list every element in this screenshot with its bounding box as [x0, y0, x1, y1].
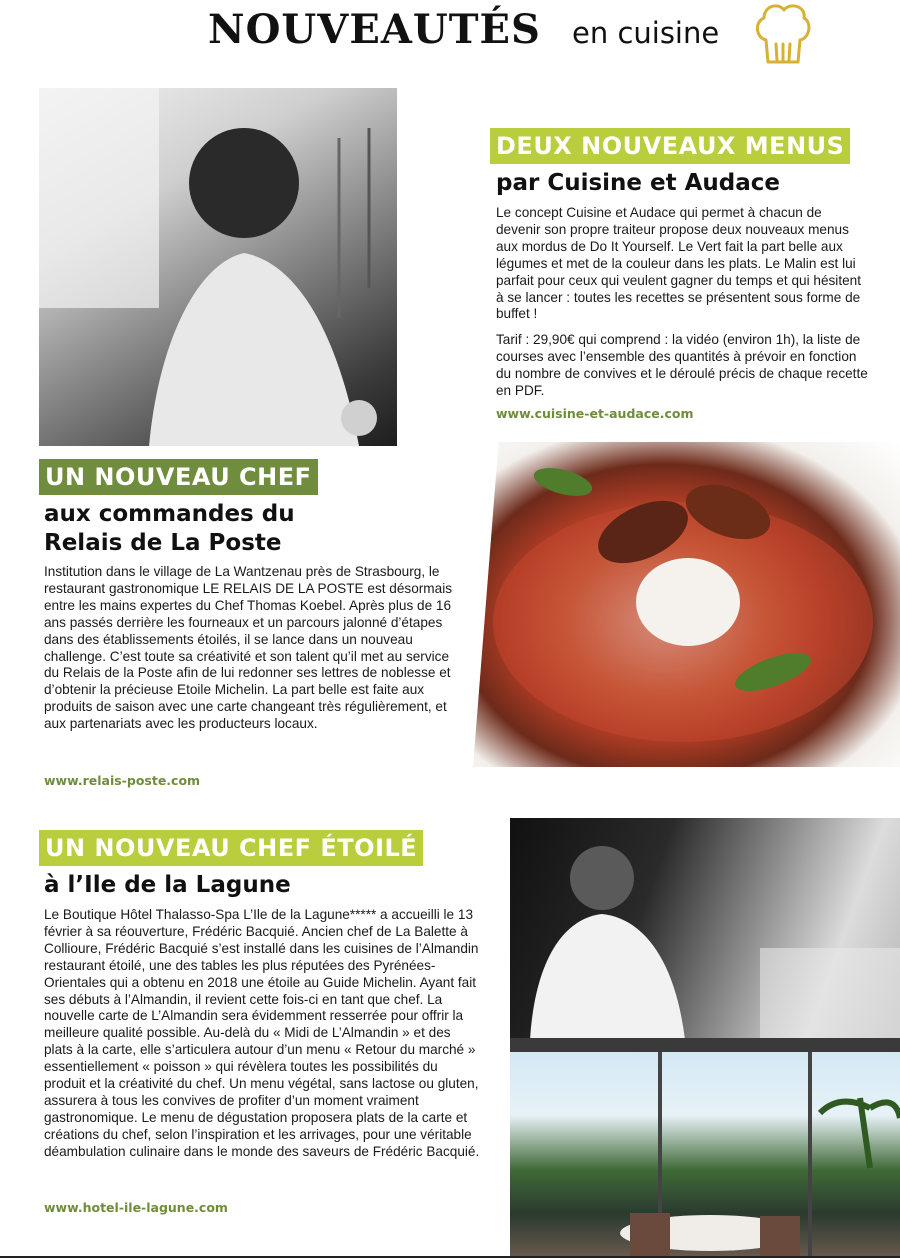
section-subtitle-menus: par Cuisine et Audace — [496, 170, 781, 196]
section-subtitle-star-chef: à l’Ile de la Lagune — [44, 872, 291, 898]
menus-paragraph-2: Tarif : 29,90€ qui comprend : la vidéo (environ 1h), la liste de courses avec l’ensemble des quantités à prévoir en fonction du nombre de convives et le déroulé précis de chaque recette en PDF. — [496, 332, 868, 399]
section-label-star-chef: UN NOUVEAU CHEF ÉTOILÉ — [39, 830, 423, 866]
chef-paragraph: Institution dans le village de La Wantzenau près de Strasbourg, le restaurant gastronomique LE RELAIS DE LA POSTE est désormais entre les mains expertes du Chef Thomas Koebel. Après plus de 16 ans passés derrière les fourneaux et un parcours jalonné d’étapes dans des établissements étoilés, il se lance dans un nouveau challenge. C’est toute sa créativité et son talent qu’il met au service du Relais de la Poste afin de lui redonner ses lettres de noblesse et d’obtenir la précieuse Etoile Michelin. La part belle est faite aux produits de saison avec une carte changeant très régulièrement, et aux partenariats avec les producteurs locaux. — [44, 564, 453, 732]
menus-paragraph-1: Le concept Cuisine et Audace qui permet à chacun de devenir son propre traiteur propose deux nouveaux menus aux mordus de Do It Yourself. Le Vert fait la part belle aux légumes et met de la couleur dans les plats. Le Malin est lui parfait pour ceux qui veulent gagner du temps et qui hésitent à se lancer : toutes les recettes se présentent sous forme de buffet ! — [496, 205, 862, 322]
chef-hat-icon — [752, 0, 812, 68]
section-body-star-chef — [44, 907, 480, 1170]
page-subtitle: en cuisine — [572, 16, 720, 50]
link-hotel-ile-lagune[interactable]: www.hotel-ile-lagune.com — [44, 1200, 228, 1215]
section-subtitle-chef-line1: aux commandes du — [44, 501, 295, 527]
star-chef-photo — [510, 818, 900, 1040]
chef-kitchen-photo — [39, 88, 397, 446]
food-plate-photo — [473, 442, 900, 767]
section-subtitle-chef-line2: Relais de La Poste — [44, 530, 282, 556]
section-body-menus — [496, 205, 868, 409]
page-title: NOUVEAUTÉS — [208, 6, 541, 53]
link-cuisine-et-audace[interactable]: www.cuisine-et-audace.com — [496, 406, 694, 421]
star-chef-paragraph: Le Boutique Hôtel Thalasso-Spa L’Ile de la Lagune***** a accueilli le 13 février à sa réouverture, Frédéric Bacquié. Ancien chef de La Balette à Collioure, Frédéric Bacquié s’est installé dans les cuisines de l’Almandin restaurant étoilé, une des tables les plus réputées des Pyrénées-Orientales qui a obtenu en 2018 une étoile au Guide Michelin. Ayant fait ses débuts à l’Almandin, il revient cette fois-ci en tant que chef. La nouvelle carte de L’Almandin sera évidemment resserrée pour offrir la meilleure qualité possible. Au-delà du « Midi de L’Almandin » et des plats à la carte, elle s’articulera autour d’un menu « Retour du marché » essentiellement « poisson » qui révèlera toutes les possibilités du produit et la créativité du chef. Un menu végétal, sans lactose ou gluten, assurera à tous les convives de profiter d’un moment vraiment gastronomique. Le menu de dégustation proposera plats de la carte et créations du chef, selon l’inspiration et les arrivages, pour une véritable déambulation culinaire dans le monde des saveurs de Frédéric Bacquié. — [44, 907, 480, 1159]
section-label-chef: UN NOUVEAU CHEF — [39, 459, 318, 495]
restaurant-terrace-photo — [510, 1038, 900, 1258]
link-relais-poste[interactable]: www.relais-poste.com — [44, 773, 201, 788]
section-label-menus: DEUX NOUVEAUX MENUS — [490, 128, 850, 164]
section-body-chef — [44, 564, 456, 742]
